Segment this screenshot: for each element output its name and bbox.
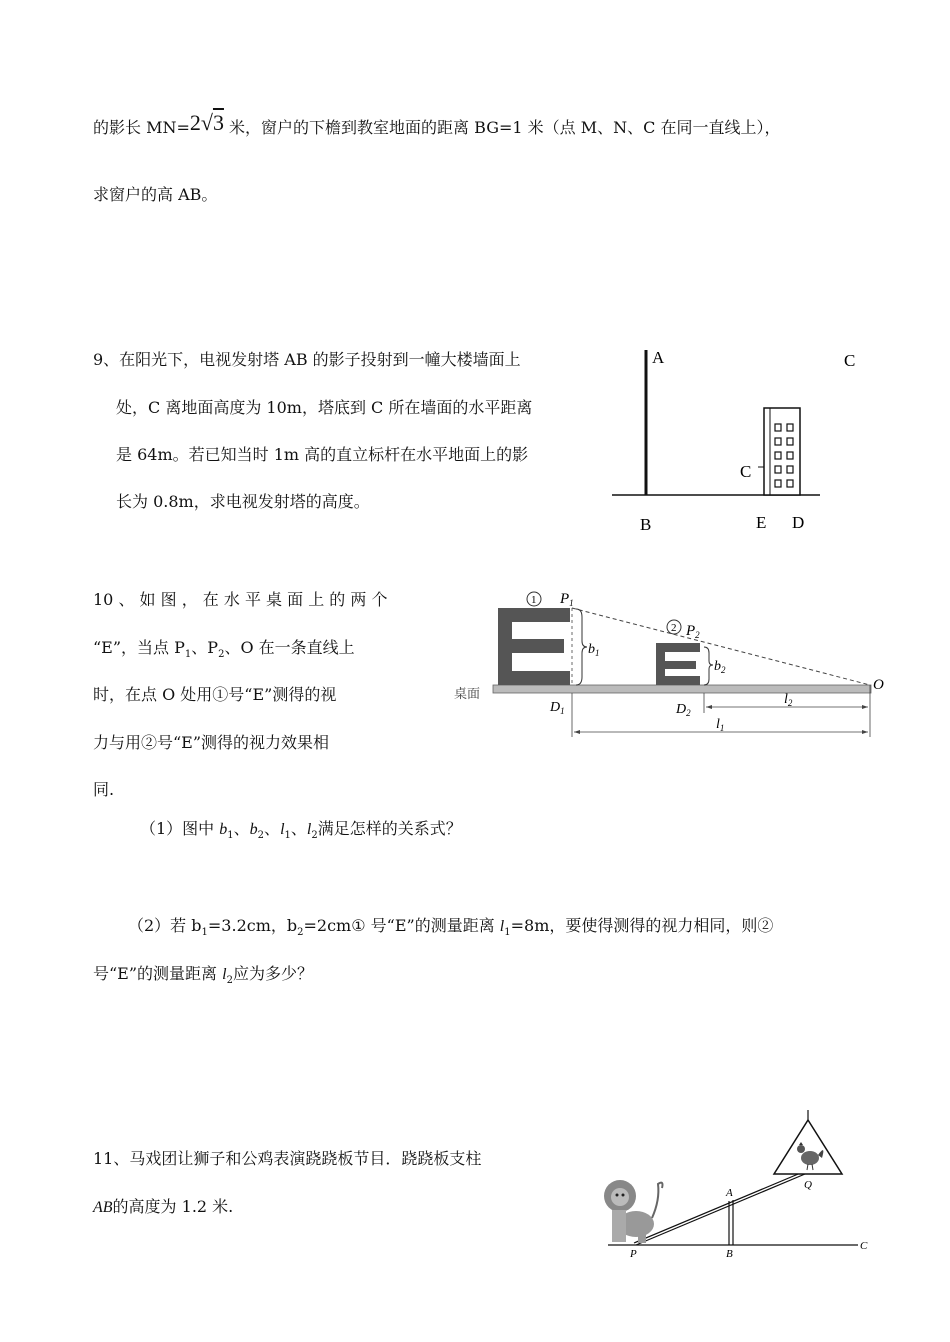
label-b: B [726,1248,733,1260]
label-c-top: C [844,351,856,370]
q9-line-4: 长为 0.8m，求电视发射塔的高度。 [116,492,370,511]
label-l2: $l_2$ [784,692,793,708]
label-desk: 桌面 [454,686,481,701]
part2-pre: （2）若 b [128,916,202,935]
sep: 、 [290,819,307,838]
sqrt-radicand: 3 [212,110,224,135]
sub-2: 2 [297,927,304,939]
q10-line2-c: 、O 在一条直线上 [224,638,355,657]
desk-surface [493,685,871,693]
part2-c: =8m，要使得测得的视力相同，则② [510,916,774,935]
label-circle-2: 2 [671,622,677,634]
q9-line-2: 处，C 离地面高度为 10m，塔底到 C 所在墙面的水平距离 [116,398,533,417]
label-o: O [873,677,884,693]
q9-figure [600,340,870,540]
label-p1: $P_1$ [560,591,574,608]
label-b: B [640,515,652,534]
q11-line2-post: 的高度为 1.2 米. [112,1197,234,1216]
q11-ab: AB [93,1199,113,1216]
sub-2: 2 [257,830,265,842]
lion-icon [604,1180,663,1243]
part1-l1: l [280,821,285,838]
label-a: A [652,348,665,367]
q10-line-4: 力与用②号“E”测得的视力效果相 [93,733,330,752]
seesaw-board-bottom [636,1174,805,1245]
sep: 、 [233,819,250,838]
label-c: C [860,1240,868,1252]
q10-line2-a: “E”，当点 P [93,638,185,657]
building-icon [764,408,800,495]
part2-line2-post: 应为多少？ [232,964,313,983]
e2-icon [656,643,700,685]
q10-figure [448,585,888,755]
label-l1: $l_1$ [716,717,725,733]
label-q: Q [804,1179,812,1191]
sep: 、 [264,819,281,838]
part1-post: 满足怎样的关系式？ [317,819,462,838]
sqrt-expression: 2√3 [189,110,224,135]
label-d: D [792,513,805,532]
label-d1: $D_1$ [550,700,565,716]
label-circle-1: 1 [531,594,537,606]
q10-line-5: 同. [93,780,115,799]
e1-icon [498,608,570,685]
label-c-wall: C [740,462,752,481]
part2-b: =2cm① 号“E”的测量距离 [303,916,500,935]
label-d2: $D_2$ [676,702,691,718]
sub-1: 1 [227,830,234,842]
q10-line2-b: 、P [191,638,219,657]
q10-line-2 [93,637,355,666]
q8-text-post: 米，窗户的下檐到教室地面的距离 BG=1 米（点 M、N、C 在同一直线上）， [223,118,781,137]
q11-line-2 [93,1196,233,1219]
part2-l1: l [499,918,505,935]
q10-line-1: 10 、 如 图 ， 在 水 平 桌 面 上 的 两 个 [93,590,388,609]
label-e: E [756,513,767,532]
q10-line-3: 时，在点 O 处用①号“E”测得的视 [93,685,337,704]
part1-l2: l [306,821,312,838]
part1-b1: b [219,821,228,838]
sub-2: 2 [218,649,225,661]
sub-1: 1 [184,649,192,661]
part2-a: =3.2cm，b [207,916,298,935]
label-b1: $b_1$ [588,642,600,658]
label-a: A [726,1187,733,1199]
sub-1: 1 [504,927,511,939]
brace-b1 [576,609,587,685]
sub-2: 2 [311,830,318,842]
sub-1: 1 [201,927,208,939]
q8-line-1 [93,110,781,139]
part1-pre: （1）图中 [140,819,220,838]
sqrt-coef: 2 [189,110,201,135]
brace-b2 [704,647,713,685]
part1-b2: b [249,821,258,838]
q8-text-pre: 的影长 MN= [93,118,190,137]
sub-1: 1 [284,830,291,842]
part2-line2-pre: 号“E”的测量距离 [93,964,223,983]
label-b2: $b_2$ [714,659,726,675]
q9-line-1: 9、在阳光下，电视发射塔 AB 的影子投射到一幢大楼墙面上 [93,350,521,369]
label-p: P [630,1248,637,1260]
q11-line-1: 11、马戏团让狮子和公鸡表演跷跷板节目．跷跷板支柱 [93,1149,482,1168]
q9-line-3: 是 64m。若已知当时 1m 高的直立标杆在水平地面上的影 [116,445,529,464]
q10-part-2-line-1 [128,915,773,944]
q11-figure [598,1100,880,1262]
label-p2: $P_2$ [686,623,700,640]
sub-2: 2 [226,975,233,987]
q8-line-2: 求窗户的高 AB。 [93,185,218,204]
q10-part-2-line-2 [93,963,313,992]
part2-l2: l [222,966,227,983]
q10-part-1 [140,818,462,847]
